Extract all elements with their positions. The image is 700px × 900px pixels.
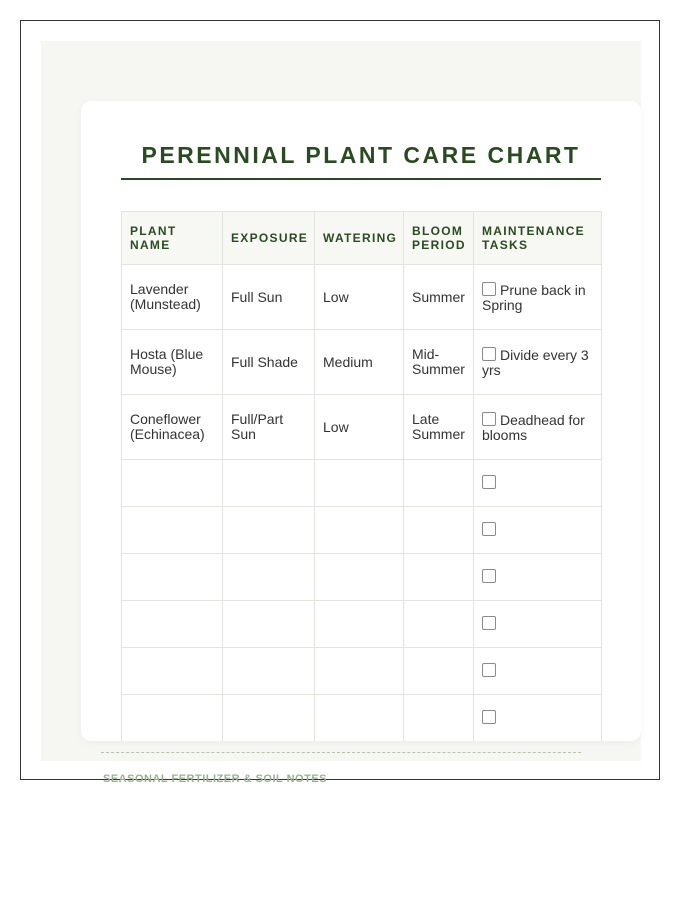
watering-cell[interactable] (315, 460, 404, 507)
header-label: NAME (130, 238, 171, 252)
plant-name-cell[interactable] (122, 601, 223, 648)
header-row (122, 212, 602, 265)
table-row (122, 330, 602, 395)
task-checkbox[interactable] (482, 522, 496, 536)
plant-name-cell[interactable] (122, 460, 223, 507)
exposure-cell[interactable]: Full Shade (223, 330, 315, 395)
task-checkbox[interactable] (482, 347, 496, 361)
maintenance-task-cell (474, 460, 602, 507)
header-plant-name (122, 212, 223, 265)
exposure-cell[interactable] (223, 695, 315, 742)
exposure-cell[interactable] (223, 648, 315, 695)
header-label: EXPOSURE (231, 231, 309, 245)
plant-name-cell[interactable] (122, 507, 223, 554)
bloom-period-cell[interactable] (404, 460, 474, 507)
title-underline (121, 178, 601, 180)
empty-table-row (122, 507, 602, 554)
exposure-cell[interactable] (223, 507, 315, 554)
header-label: BLOOM (412, 224, 464, 238)
bloom-period-cell[interactable] (404, 507, 474, 554)
notes-divider (101, 752, 581, 753)
exposure-cell[interactable] (223, 601, 315, 648)
header-maintenance-tasks (474, 212, 602, 265)
header-watering (315, 212, 404, 265)
task-checkbox[interactable] (482, 569, 496, 583)
empty-table-row (122, 601, 602, 648)
header-label: MAINTENANCE (482, 224, 585, 238)
exposure-cell[interactable]: Full/Part Sun (223, 395, 315, 460)
watering-cell[interactable] (315, 695, 404, 742)
watering-cell[interactable] (315, 648, 404, 695)
task-checkbox[interactable] (482, 663, 496, 677)
watering-cell[interactable]: Medium (315, 330, 404, 395)
task-checkbox[interactable] (482, 282, 496, 296)
watering-cell[interactable]: Low (315, 395, 404, 460)
header-label: WATERING (323, 231, 398, 245)
bloom-period-cell[interactable]: Late Summer (404, 395, 474, 460)
exposure-cell[interactable] (223, 554, 315, 601)
table-row (122, 395, 602, 460)
header-exposure (223, 212, 315, 265)
header-label: PERIOD (412, 238, 466, 252)
plant-name-cell[interactable]: Lavender (Munstead) (122, 265, 223, 330)
plant-name-cell[interactable] (122, 554, 223, 601)
maintenance-task-cell (474, 601, 602, 648)
header-label: TASKS (482, 238, 529, 252)
task-label: Prune back in Spring (482, 281, 586, 313)
maintenance-task-cell (474, 330, 602, 395)
maintenance-task-cell (474, 695, 602, 742)
bloom-period-cell[interactable] (404, 601, 474, 648)
care-table (121, 211, 602, 741)
watering-cell[interactable]: Low (315, 265, 404, 330)
maintenance-task-cell (474, 507, 602, 554)
watering-cell[interactable] (315, 554, 404, 601)
watering-cell[interactable] (315, 507, 404, 554)
task-label: Divide every 3 yrs (482, 346, 589, 378)
plant-name-cell[interactable] (122, 648, 223, 695)
header-bloom-period (404, 212, 474, 265)
exposure-cell[interactable] (223, 460, 315, 507)
task-checkbox[interactable] (482, 710, 496, 724)
page-frame (20, 20, 660, 785)
task-checkbox[interactable] (482, 475, 496, 489)
maintenance-task-cell (474, 395, 602, 460)
watering-cell[interactable] (315, 601, 404, 648)
empty-table-row (122, 554, 602, 601)
task-checkbox[interactable] (482, 412, 496, 426)
maintenance-task-cell (474, 554, 602, 601)
page-title: PERENNIAL PLANT CARE CHART (141, 142, 581, 168)
maintenance-task-cell (474, 265, 602, 330)
care-chart-card (81, 101, 641, 741)
empty-table-row (122, 695, 602, 742)
bloom-period-cell[interactable] (404, 695, 474, 742)
exposure-cell[interactable]: Full Sun (223, 265, 315, 330)
plant-name-cell[interactable]: Coneflower (Echinacea) (122, 395, 223, 460)
bloom-period-cell[interactable]: Summer (404, 265, 474, 330)
header-label: PLANT (130, 224, 177, 238)
plant-name-cell[interactable] (122, 695, 223, 742)
bloom-period-cell[interactable]: Mid-Summer (404, 330, 474, 395)
task-label: Deadhead for blooms (482, 411, 585, 443)
table-row (122, 265, 602, 330)
notes-section-label: SEASONAL FERTILIZER & SOIL NOTES (103, 773, 328, 785)
page-background (41, 41, 641, 761)
maintenance-task-cell (474, 648, 602, 695)
task-checkbox[interactable] (482, 616, 496, 630)
bloom-period-cell[interactable] (404, 648, 474, 695)
plant-name-cell[interactable]: Hosta (Blue Mouse) (122, 330, 223, 395)
empty-table-row (122, 648, 602, 695)
bloom-period-cell[interactable] (404, 554, 474, 601)
empty-table-row (122, 460, 602, 507)
